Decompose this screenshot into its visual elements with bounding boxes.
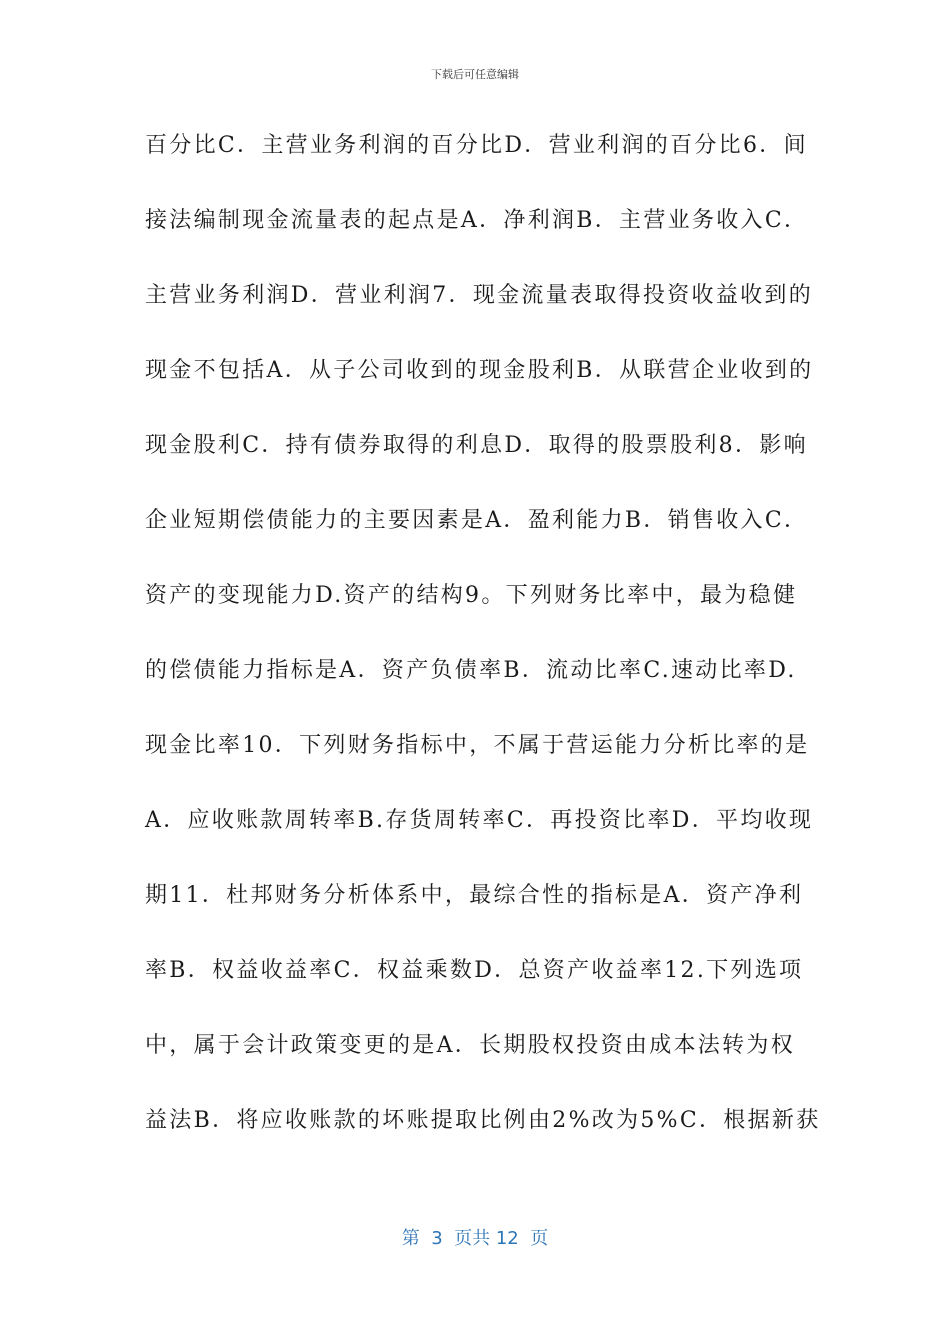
body-line: 现金股利C．持有债券取得的利息D．取得的股票股利8．影响 [145, 433, 808, 458]
body-line: 现金比率10．下列财务指标中，不属于营运能力分析比率的是 [145, 733, 810, 758]
body-line: 的偿债能力指标是A．资产负债率B．流动比率C.速动比率D. [145, 658, 797, 683]
body-text [145, 118, 821, 1168]
page-header: 下载后可任意编辑 [431, 68, 519, 81]
body-line: 益法B．将应收账款的坏账提取比例由2%改为5%C．根据新获 [145, 1108, 821, 1133]
body-line: 率B．权益收益率C．权益乘数D．总资产收益率12.下列选项 [145, 958, 804, 983]
body-line: 资产的变现能力D.资产的结构9。下列财务比率中，最为稳健 [145, 583, 798, 608]
body-line: A．应收账款周转率B.存货周转率C．再投资比率D．平均收现 [145, 808, 814, 833]
page-footer: 第 3 页共 12 页 [401, 1228, 549, 1249]
body-line: 中，属于会计政策变更的是A．长期股权投资由成本法转为权 [145, 1033, 795, 1058]
body-line: 现金不包括A．从子公司收到的现金股利B．从联营企业收到的 [145, 358, 814, 383]
body-line: 企业短期偿债能力的主要因素是A．盈利能力B．销售收入C． [145, 508, 809, 533]
body-line: 期11．杜邦财务分析体系中，最综合性的指标是A．资产净利 [145, 883, 804, 908]
body-line: 主营业务利润D．营业利润7．现金流量表取得投资收益收到的 [145, 283, 814, 308]
body-line: 百分比C．主营业务利润的百分比D．营业利润的百分比6．间 [145, 133, 808, 158]
body-line: 接法编制现金流量表的起点是A．净利润B．主营业务收入C． [145, 208, 809, 233]
